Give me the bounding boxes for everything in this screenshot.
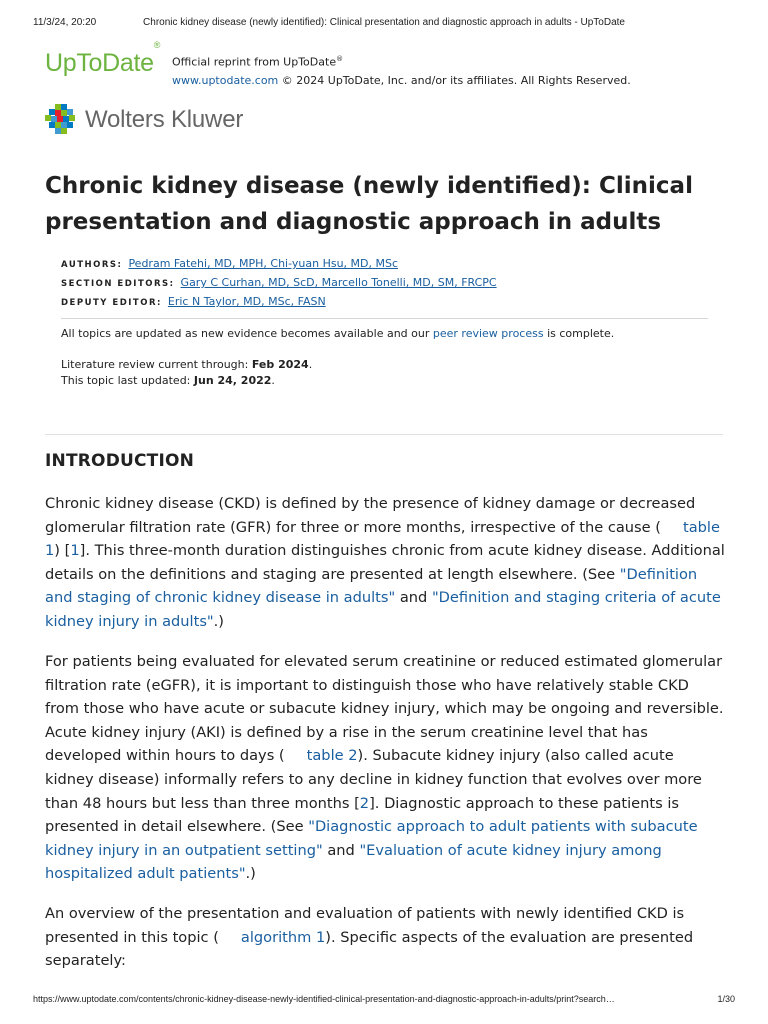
logo-registered-mark: ® bbox=[153, 39, 161, 50]
credit-section-editors bbox=[61, 274, 721, 293]
print-header bbox=[33, 17, 735, 31]
section-heading-introduction: INTRODUCTION bbox=[45, 451, 195, 471]
credit-deputy-editor bbox=[61, 293, 721, 312]
intro-paragraph-3: An overview of the presentation and evaluation of patients with newly identified CKD is presented in this topic ( algorithm 1). Specific aspects of the evaluation are presented separately: bbox=[45, 905, 694, 970]
reprint-notice bbox=[172, 50, 631, 90]
last-updated-date: This topic last updated: Jun 24, 2022. bbox=[61, 374, 275, 387]
credits bbox=[61, 255, 721, 312]
credit-role: DEPUTY EDITOR: bbox=[61, 298, 162, 308]
copyright-text: © 2024 UpToDate, Inc. and/or its affiliates. All Rights Reserved. bbox=[281, 73, 631, 87]
aki-staging-link[interactable]: "Definition and staging criteria of acute kidney injury in adults" bbox=[45, 589, 721, 630]
deputy-editor-link[interactable]: Eric N Taylor, MD, MSc, FASN bbox=[167, 295, 326, 308]
subacute-kidney-injury-link[interactable]: "Diagnostic approach to adult patients with subacute kidney injury in an outpatient setting" bbox=[45, 818, 698, 859]
reference-1-link[interactable]: 1 bbox=[70, 542, 80, 560]
uptodate-logo-text: UpToDate bbox=[45, 49, 154, 77]
page-number: 1/30 bbox=[717, 994, 735, 1004]
peer-review-link[interactable]: peer review process bbox=[432, 327, 544, 340]
update-note: All topics are updated as new evidence becomes available and our peer review process is complete. bbox=[61, 327, 615, 340]
credit-role: SECTION EDITORS: bbox=[61, 279, 175, 289]
credit-role: AUTHORS: bbox=[61, 260, 123, 270]
article-title: Chronic kidney disease (newly identified): Clinical presentation and diagnostic approach in adults bbox=[45, 173, 693, 235]
table-graphic-icon bbox=[667, 522, 679, 532]
section-divider bbox=[45, 434, 723, 435]
ckd-staging-link[interactable]: "Definition and staging of chronic kidney disease in adults" bbox=[45, 565, 698, 607]
intro-paragraph-1: Chronic kidney disease (CKD) is defined by the presence of kidney damage or decreased glomerular filtration rate (GFR) for three or more months, irrespective of the cause ( table 1) [1]. This three-month duration distinguishes chronic from acute kidney disease. Additional details on the definitions and staging are presented at length elsewhere. (See "Definition and staging of chronic kidney disease in adults" and "Definition and staging criteria of acute kidney injury in adults".) bbox=[45, 495, 725, 630]
intro-paragraph-2: For patients being evaluated for elevated serum creatinine or reduced estimated glomerular filtration rate (eGFR), it is important to distinguish those who have relatively stable CKD from those who have acute or subacute kidney injury, which may be ongoing and reversible. Acute kidney injury (AKI) is defined by a rise in the serum creatinine level that has developed within hours to days ( table 2). Subacute kidney injury (also called acute kidney disease) informally refers to any decline in kidney function that evolves over more than 48 hours but less than three months [2]. Diagnostic approach to these patients is presented in detail elsewhere. (See "Diagnostic approach to adult patients with subacute kidney injury in an outpatient setting" and "Evaluation of acute kidney injury among hospitalized adult patients".) bbox=[45, 653, 724, 883]
wolters-kluwer-mark-icon bbox=[45, 104, 77, 136]
publisher-name: Wolters Kluwer bbox=[85, 106, 244, 133]
print-datetime: 11/3/24, 20:20 bbox=[33, 17, 97, 28]
reference-2-link[interactable]: 2 bbox=[359, 794, 370, 812]
aki-evaluation-link[interactable]: "Evaluation of acute kidney injury among hospitalized adult patients" bbox=[45, 841, 662, 883]
review-dates bbox=[61, 357, 721, 389]
literature-review-date: Literature review current through: Feb 2024. bbox=[61, 358, 313, 371]
table-graphic-icon bbox=[291, 750, 303, 760]
print-doc-title: Chronic kidney disease (newly identified): Clinical presentation and diagnostic approach in adults - UpToDate bbox=[143, 17, 625, 28]
uptodate-logo bbox=[45, 39, 161, 78]
divider bbox=[61, 318, 708, 319]
uptodate-site-link[interactable]: www.uptodate.com bbox=[172, 73, 279, 87]
reprint-registered-mark: ® bbox=[336, 55, 344, 63]
table-1-link[interactable]: table 1 bbox=[45, 518, 720, 560]
algorithm-graphic-icon bbox=[225, 932, 237, 942]
print-footer bbox=[33, 994, 735, 1008]
table-2-link[interactable]: table 2 bbox=[306, 747, 358, 765]
reprint-label: Official reprint from UpToDate bbox=[172, 55, 337, 69]
print-url: https://www.uptodate.com/contents/chronic-kidney-disease-newly-identified-clinical-presentation-and-diagnostic-approach-in-adults/print?search… bbox=[33, 994, 615, 1004]
author-links[interactable]: Pedram Fatehi, MD, MPH, Chi-yuan Hsu, MD, MSc bbox=[128, 257, 399, 270]
credit-authors bbox=[61, 255, 721, 274]
algorithm-1-link[interactable]: algorithm 1 bbox=[240, 928, 326, 946]
brand-row bbox=[45, 39, 728, 87]
section-editor-links[interactable]: Gary C Curhan, MD, ScD, Marcello Tonelli, MD, SM, FRCPC bbox=[180, 276, 497, 289]
